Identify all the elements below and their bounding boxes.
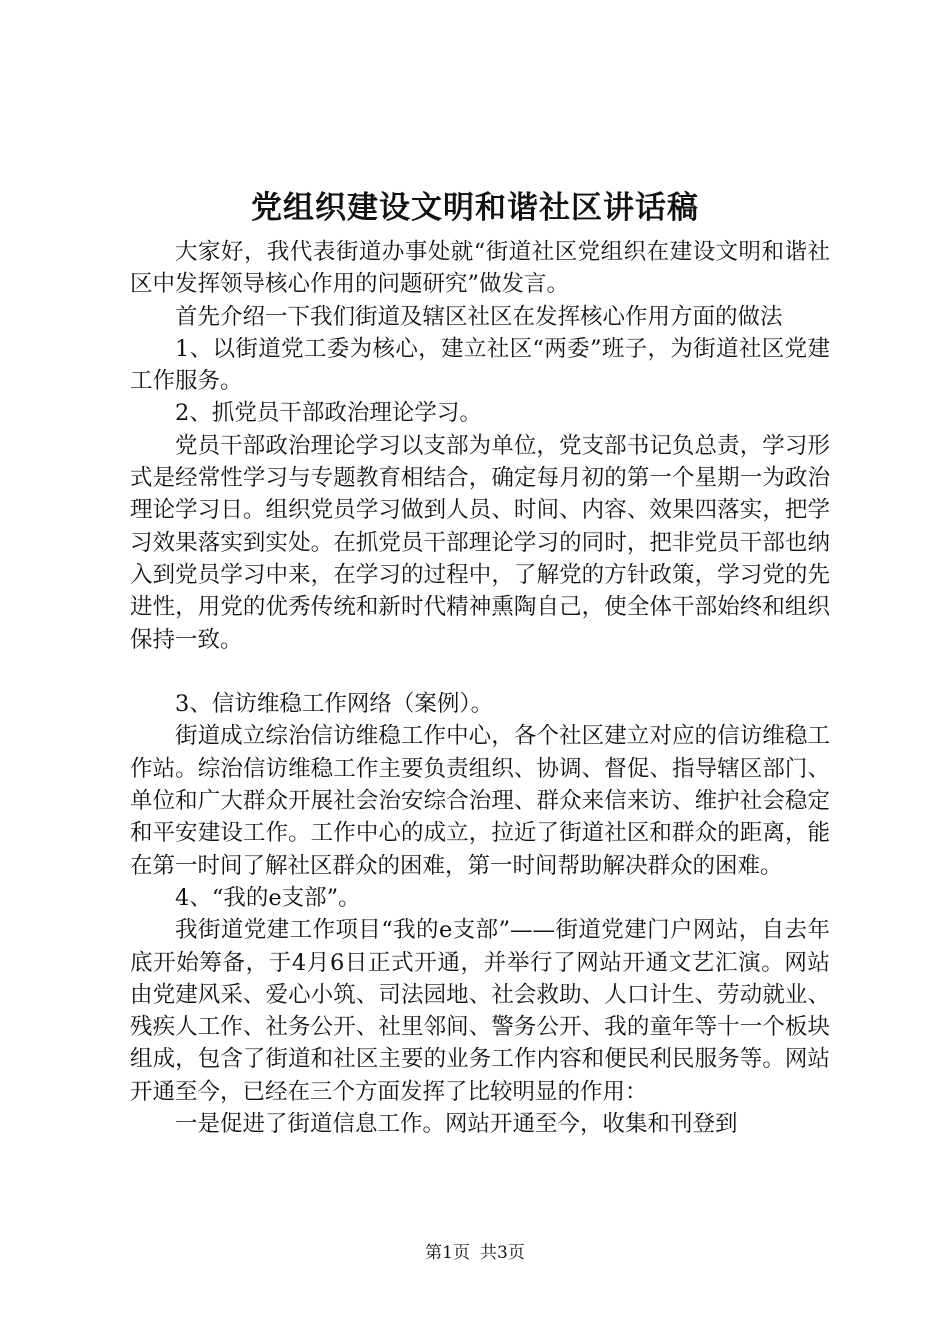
paragraph-spacer — [130, 656, 830, 688]
paragraph-item-2-heading: 2、抓党员干部政治理论学习。 — [175, 400, 482, 427]
paragraph-overview: 首先介绍一下我们街道及辖区社区在发挥核心作用方面的做法 — [175, 303, 783, 330]
paragraph-item-1: 1、以街道党工委为核心，建立社区“两委”班子，为街道社区党建工作服务。 — [130, 335, 830, 395]
page-total: 共3页 — [480, 1243, 525, 1263]
paragraph-item-4-heading: 4、“我的e支部”。 — [175, 884, 361, 911]
paragraph-item-3-body: 街道成立综治信访维稳工作中心，各个社区建立对应的信访维稳工作站。综治信访维稳工作主要负责组织、协调、督促、指导辖区部门、单位和广大群众开展社会治安综合治理、群众来信来访、维护社会稳定和平安建设工作。工作中心的成立，拉近了街道社区和群众的距离，能在第一时间了解社区群众的困难，第一时间帮助解决群众的困难。 — [130, 723, 830, 879]
document-body — [130, 236, 830, 1140]
page-number: 第1页 — [425, 1243, 470, 1263]
paragraph-intro: 大家好，我代表街道办事处就“街道社区党组织在建设文明和谐社区中发挥领导核心作用的问题研究”做发言。 — [130, 239, 830, 298]
page-footer — [0, 1241, 950, 1265]
paragraph-item-3-heading: 3、信访维稳工作网络（案例）。 — [175, 691, 494, 718]
paragraph-effect-1: 一是促进了街道信息工作。网站开通至今，收集和刊登到 — [175, 1111, 738, 1138]
paragraph-item-2-body: 党员干部政治理论学习以支部为单位，党支部书记负总责，学习形式是经常性学习与专题教育相结合，确定每月初的第一个星期一为政治理论学习日。组织党员学习做到人员、时间、内容、效果四落实，把学习效果落实到实处。在抓党员干部理论学习的同时，把非党员干部也纳入到党员学习中来，在学习的过程中，了解党的方针政策，学习党的先进性，用党的优秀传统和新时代精神熏陶自己，使全体干部始终和组织保持一致。 — [130, 432, 830, 653]
document-title: 党组织建设文明和谐社区讲话稿 — [251, 190, 699, 226]
paragraph-item-4-body: 我街道党建工作项目“我的e支部”——街道党建门户网站，自去年底开始筹备，于4月6日正式开通，并举行了网站开通文艺汇演。网站由党建风采、爱心小筑、司法园地、社会救助、人口计生、劳动就业、残疾人工作、社务公开、社里邻间、警务公开、我的童年等十一个板块组成，包含了街道和社区主要的业务工作内容和便民利民服务等。网站开通至今，已经在三个方面发挥了比较明显的作用： — [130, 917, 830, 1105]
